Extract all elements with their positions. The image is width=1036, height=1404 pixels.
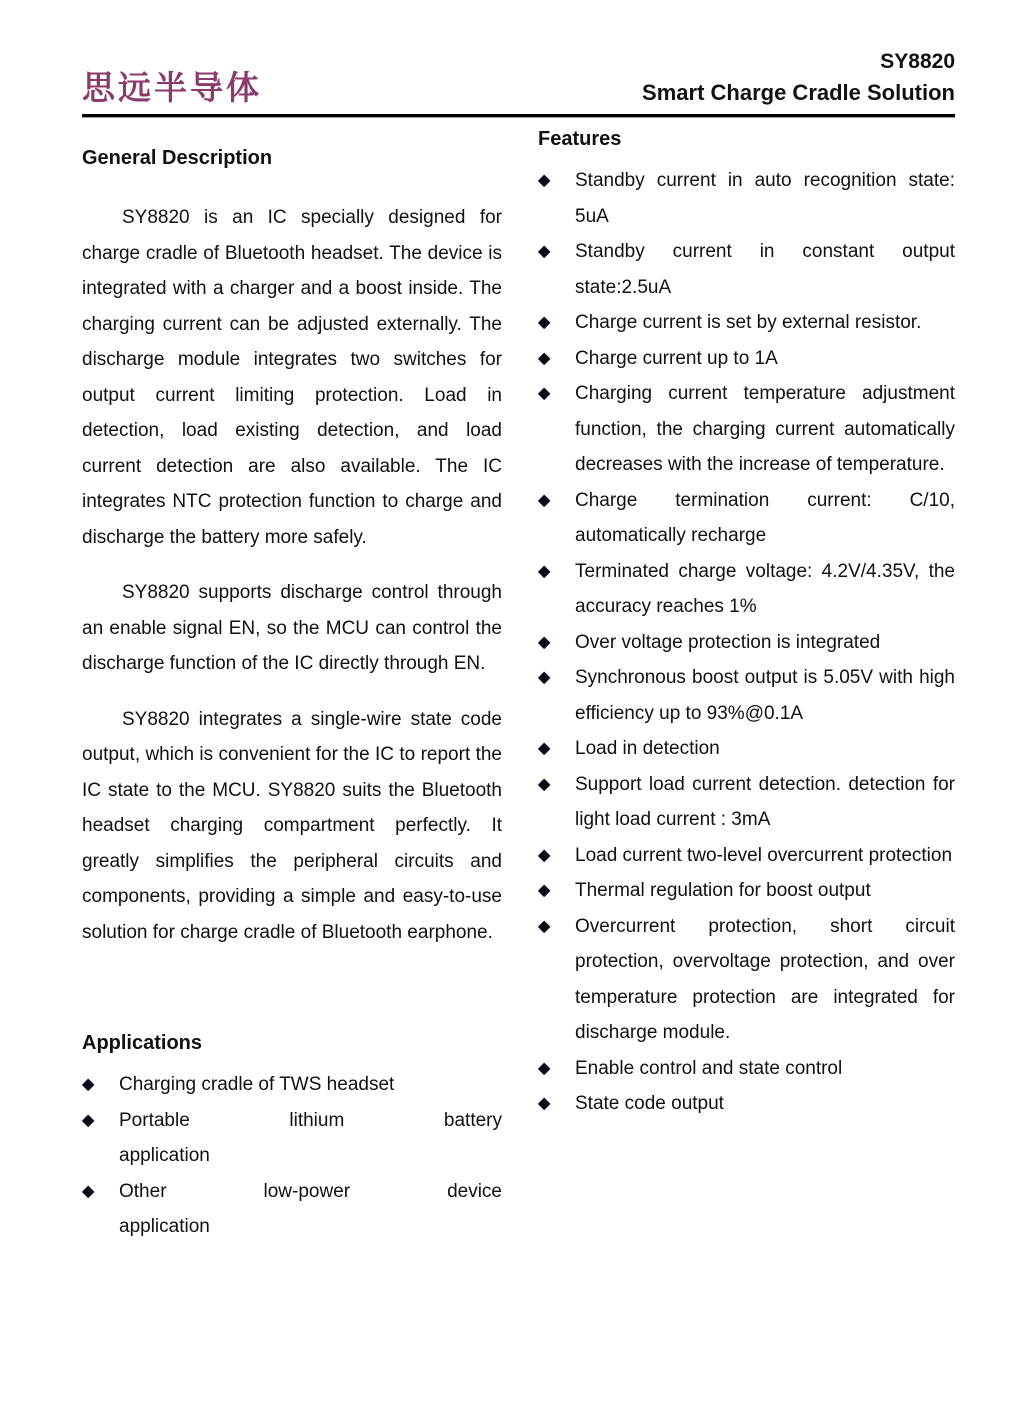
feature-item-text: Thermal regulation for boost output bbox=[575, 880, 871, 901]
diamond-bullet-icon: ◆ bbox=[538, 562, 551, 580]
list-item bbox=[82, 1174, 502, 1245]
feature-item-text: Load in detection bbox=[575, 738, 720, 759]
diamond-bullet-icon: ◆ bbox=[538, 172, 551, 189]
description-paragraph: SY8820 is an IC specially designed for charge cradle of Bluetooth headset. The device is integrated with a charger and a boost inside. The charging current can be adjusted externally. The discharge module integrates two switches for output current limiting protection. Load in detection, load existing detection, and load current detection are also available. The IC integrates NTC protection function to charge and discharge the battery more safely. bbox=[82, 207, 502, 548]
application-item-text: Charging cradle of TWS headset bbox=[119, 1074, 395, 1095]
content-columns bbox=[82, 118, 955, 1245]
feature-item-text: State code output bbox=[575, 1093, 724, 1114]
feature-item-text: Charge termination current: C/10, automatically recharge bbox=[575, 489, 955, 546]
feature-item-text: Standby current in auto recognition state: 5uA bbox=[575, 170, 955, 227]
diamond-bullet-icon: ◆ bbox=[538, 669, 551, 686]
application-item-text: application bbox=[119, 1216, 210, 1237]
description-paragraph: SY8820 integrates a single-wire state code output, which is convenient for the IC to report the IC state to the MCU. SY8820 suits the Bluetooth headset charging compartment perfectly. It greatly simplifies the peripheral circuits and components, providing a simple and easy-to-use solution for charge cradle of Bluetooth earphone. bbox=[82, 708, 502, 943]
diamond-bullet-icon: ◆ bbox=[538, 775, 551, 793]
feature-item-text: Standby current in constant output state:2.5uA bbox=[575, 241, 955, 298]
feature-item-text: Charge current is set by external resistor. bbox=[575, 312, 922, 333]
document-subtitle: Smart Charge Cradle Solution bbox=[642, 80, 955, 105]
feature-item-text: Synchronous boost output is 5.05V with high efficiency up to 93%@0.1A bbox=[575, 667, 955, 724]
list-item bbox=[538, 376, 955, 483]
list-item bbox=[538, 483, 955, 554]
list-item bbox=[538, 163, 955, 234]
list-item bbox=[82, 1103, 502, 1174]
diamond-bullet-icon: ◆ bbox=[538, 1095, 551, 1112]
feature-item-text: Overcurrent protection, short circuit protection, overvoltage protection, and over temperature protection are integrated for discharge module. bbox=[575, 915, 955, 1043]
description-paragraph: SY8820 supports discharge control through an enable signal EN, so the MCU can control the discharge function of the IC directly through EN. bbox=[82, 582, 502, 674]
diamond-bullet-icon: ◆ bbox=[538, 917, 551, 935]
list-item bbox=[538, 838, 955, 874]
list-item bbox=[538, 767, 955, 838]
diamond-bullet-icon: ◆ bbox=[538, 633, 551, 651]
feature-item-text: Enable control and state control bbox=[575, 1057, 843, 1079]
page-header bbox=[82, 0, 955, 108]
header-title-block bbox=[642, 46, 955, 108]
list-item bbox=[538, 909, 955, 1051]
applications-title: Applications bbox=[82, 1032, 203, 1054]
feature-item-text: Terminated charge voltage: 4.2V/4.35V, the accuracy reaches 1% bbox=[575, 560, 955, 617]
general-description-title: General Description bbox=[82, 147, 273, 169]
diamond-bullet-icon: ◆ bbox=[82, 1182, 95, 1200]
company-logo-text: 思远半导体 bbox=[82, 69, 262, 106]
product-number: SY8820 bbox=[880, 50, 955, 73]
application-item-text: Portable lithium battery bbox=[119, 1109, 502, 1131]
features-list bbox=[538, 163, 955, 1122]
diamond-bullet-icon: ◆ bbox=[82, 1111, 95, 1129]
feature-item-text: Support load current detection. detection for light load current : 3mA bbox=[575, 773, 955, 830]
diamond-bullet-icon: ◆ bbox=[538, 882, 551, 899]
application-item-text: application bbox=[119, 1145, 210, 1166]
feature-item-text: Load current two-level overcurrent protection bbox=[575, 844, 953, 866]
feature-item-text: Charging current temperature adjustment function, the charging current automatically decreases with the increase of temperature. bbox=[575, 383, 955, 475]
diamond-bullet-icon: ◆ bbox=[538, 740, 551, 757]
diamond-bullet-icon: ◆ bbox=[538, 314, 551, 331]
diamond-bullet-icon: ◆ bbox=[538, 846, 551, 864]
right-column bbox=[538, 118, 955, 1122]
list-item bbox=[538, 625, 955, 661]
list-item bbox=[538, 341, 955, 377]
list-item bbox=[538, 873, 955, 909]
list-item bbox=[538, 660, 955, 731]
list-item bbox=[538, 305, 955, 341]
list-item bbox=[538, 1086, 955, 1122]
diamond-bullet-icon: ◆ bbox=[82, 1076, 95, 1093]
features-title: Features bbox=[538, 128, 622, 150]
diamond-bullet-icon: ◆ bbox=[538, 243, 551, 260]
list-item bbox=[538, 1051, 955, 1087]
diamond-bullet-icon: ◆ bbox=[538, 349, 551, 367]
diamond-bullet-icon: ◆ bbox=[538, 491, 551, 509]
feature-item-text: Over voltage protection is integrated bbox=[575, 631, 881, 653]
list-item bbox=[82, 1067, 502, 1103]
applications-list bbox=[82, 1067, 502, 1245]
list-item bbox=[538, 554, 955, 625]
left-column bbox=[82, 118, 502, 1245]
feature-item-text: Charge current up to 1A bbox=[575, 347, 778, 369]
list-item bbox=[538, 731, 955, 767]
list-item bbox=[538, 234, 955, 305]
diamond-bullet-icon: ◆ bbox=[538, 385, 551, 402]
application-item-text: Other low-power device bbox=[119, 1180, 502, 1202]
general-description-paragraphs bbox=[82, 200, 502, 950]
diamond-bullet-icon: ◆ bbox=[538, 1059, 551, 1077]
